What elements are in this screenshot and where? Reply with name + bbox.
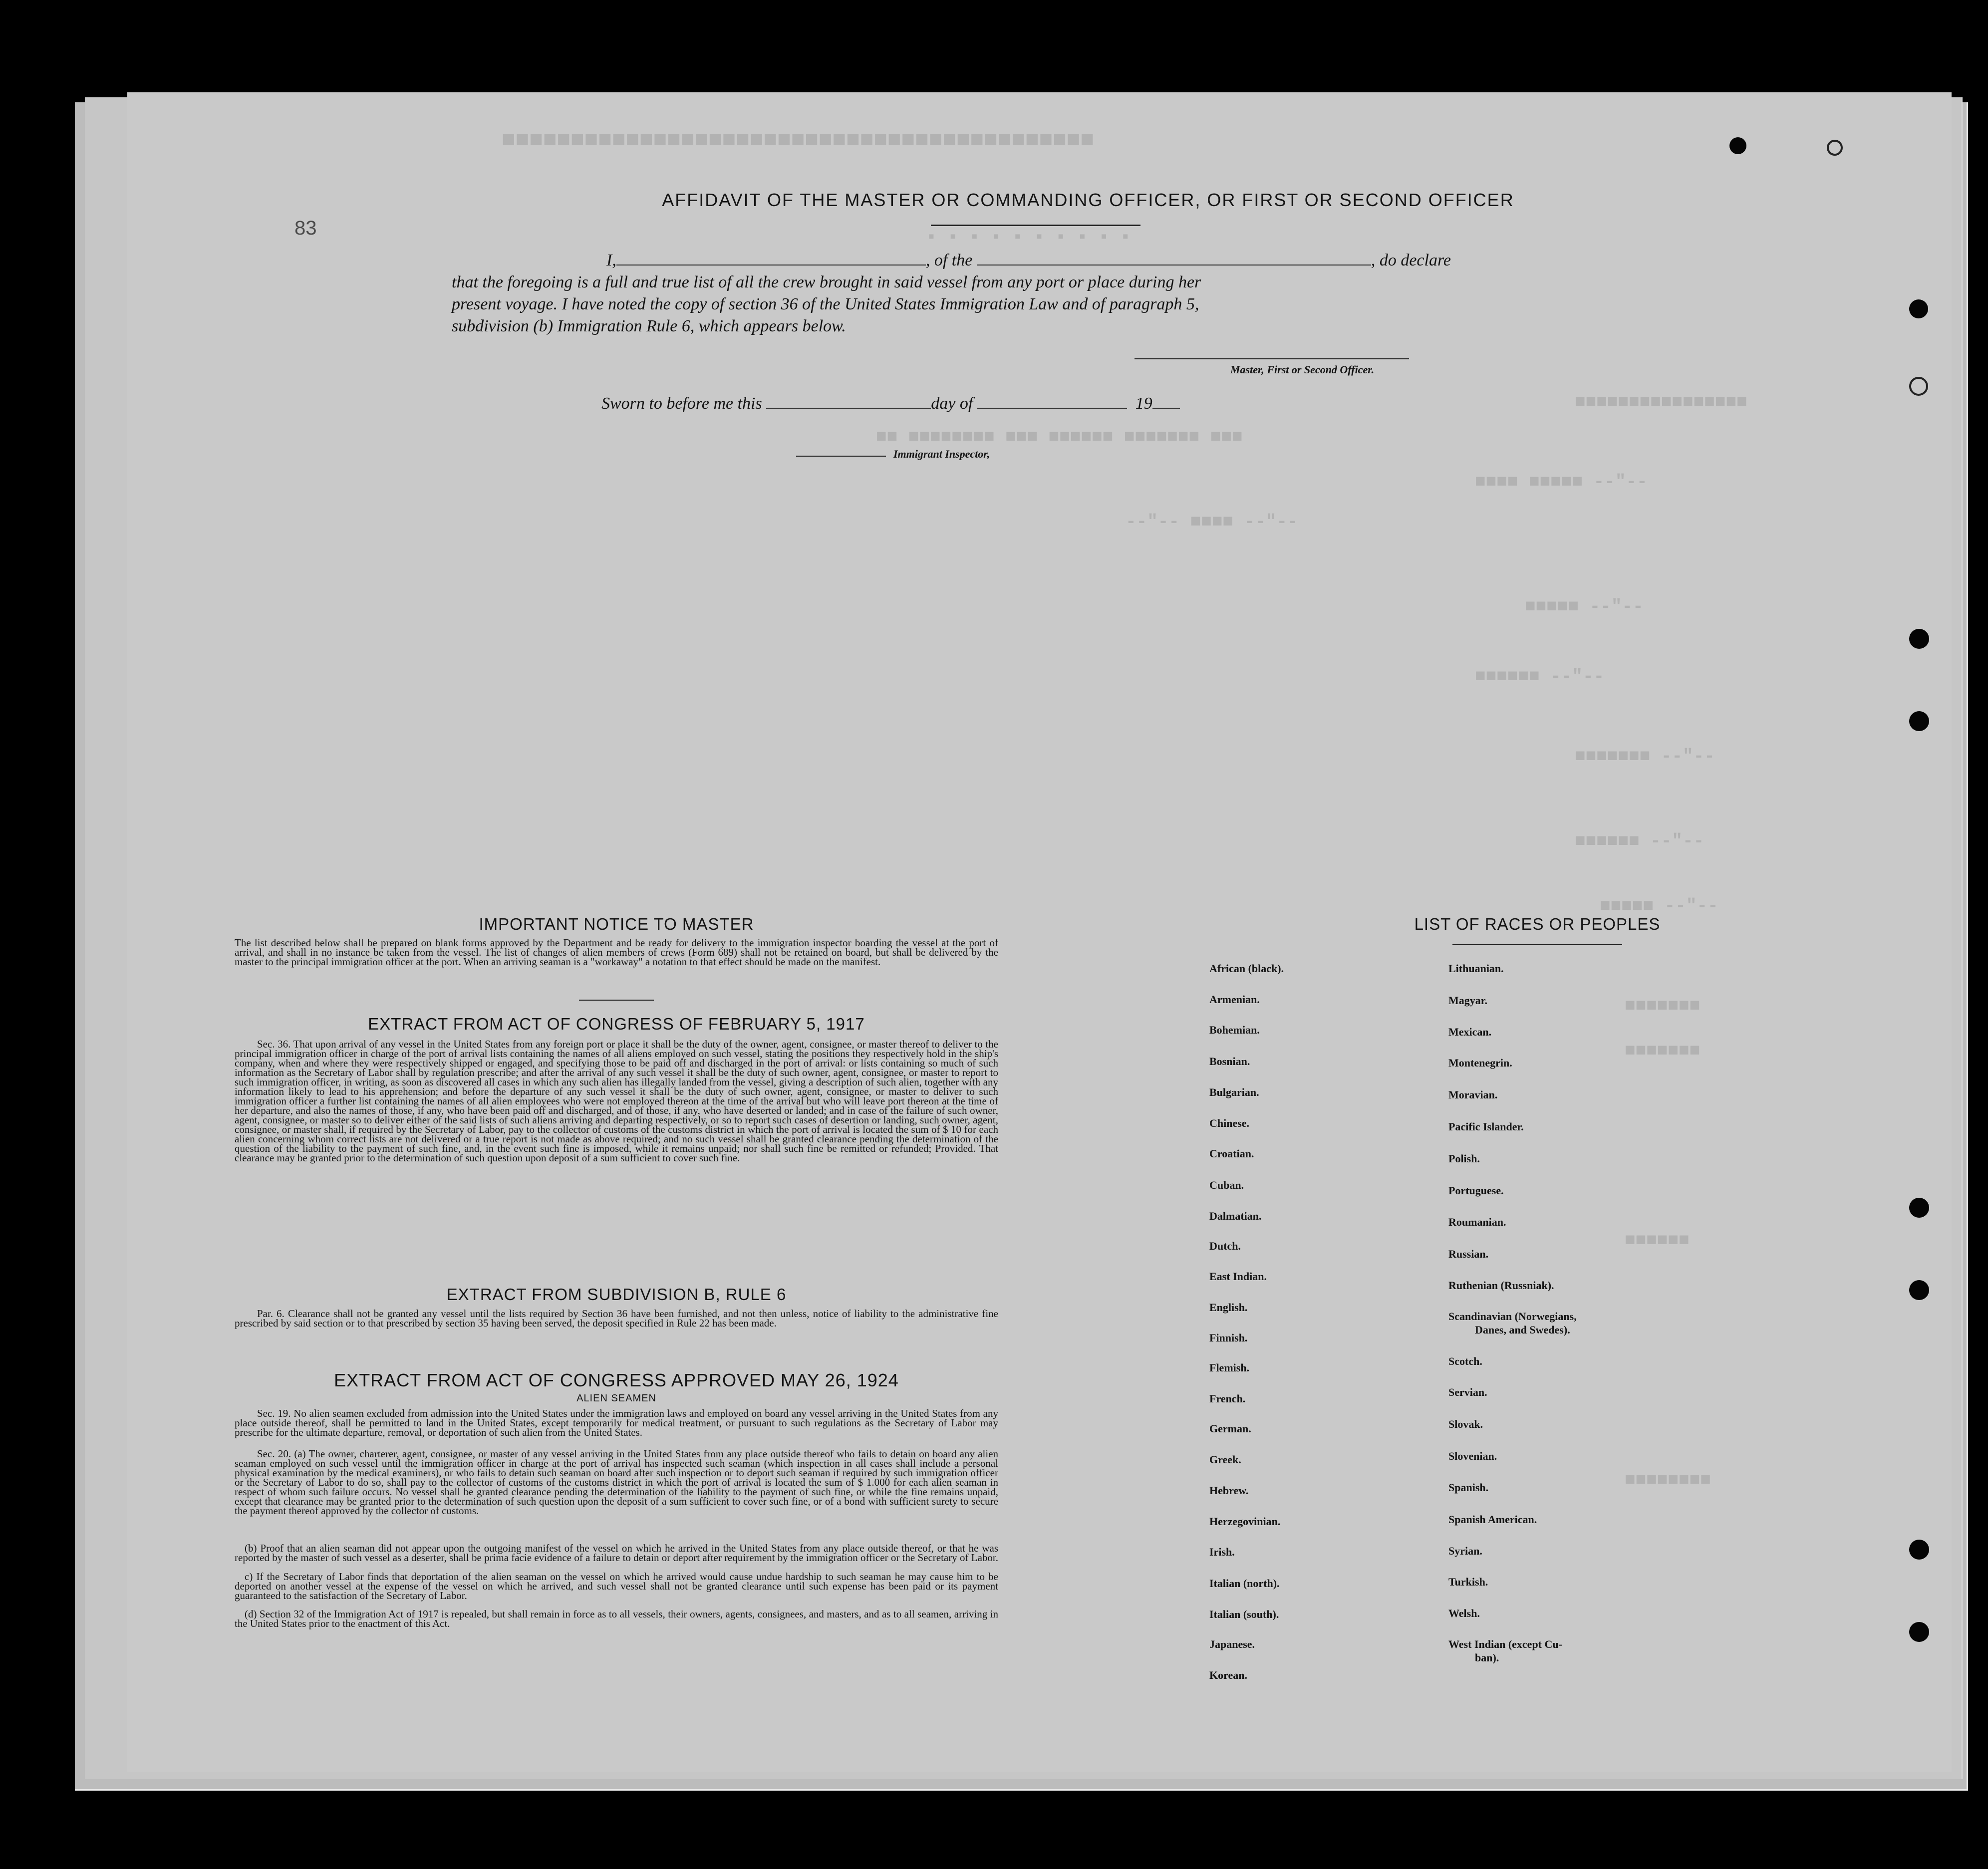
bleed-through-text: ▪ ▪ ▪ ▪ ▪ ▪ ▪ ▪ ▪ ▪	[926, 227, 1131, 248]
race-item: Servian.	[1448, 1386, 1487, 1398]
race-item: German.	[1209, 1422, 1251, 1435]
extract-rule6-heading: EXTRACT FROM SUBDIVISION B, RULE 6	[446, 1285, 787, 1304]
race-item: Danes, and Swedes).	[1475, 1324, 1570, 1336]
race-item: Hebrew.	[1209, 1484, 1249, 1497]
race-item: Welsh.	[1448, 1607, 1480, 1619]
race-item: Italian (south).	[1209, 1608, 1279, 1620]
section-rule	[579, 1000, 654, 1001]
title-underline	[931, 225, 1140, 226]
punch-hole	[1909, 1622, 1929, 1642]
bleed-through-text: ■■■■■■■ --"--	[1575, 746, 1715, 767]
decl-do-declare: , do declare	[1371, 251, 1451, 269]
races-heading: LIST OF RACES OR PEOPLES	[1414, 915, 1661, 933]
bleed-through-text: ■■■■■■ --"--	[1575, 831, 1704, 851]
race-item: Japanese.	[1209, 1638, 1255, 1650]
race-item: Spanish.	[1448, 1481, 1489, 1494]
race-item: Slovenian.	[1448, 1450, 1497, 1462]
race-item: Lithuanian.	[1448, 962, 1504, 975]
extract-rule6-body: Par. 6. Clearance shall not be granted any vessel until the lists required by Section 36 have been furnished, and not then unless, notice of liability to the administrative fine prescribed by said section or to that prescribed by section 35 having been served, the deposit specified in Rule 22 has been made.	[235, 1308, 998, 1329]
bleed-through-text: ■■■■■■■	[1625, 996, 1701, 1016]
bleed-through-text: ■■■■■ --"--	[1525, 596, 1644, 617]
name-blank	[616, 255, 926, 266]
sec20a-paragraph: Sec. 20. (a) The owner, charterer, agent, consignee, or master of any vessel arriving in the United States from any place outside thereof who fails to detain on board any alien seaman employed on such vessel until the immigration officer in charge at the port of arrival has inspected such seaman (which inspection in all cases shall include a personal physical examination by the medical examiners), or who fails to detain such seaman on board after such inspection or to deport such seaman if required by such immigration officer or the Secretary of Labor to do so, shall pay to the collector of customs of the customs district in which the port of arrival is located the sum of $ 1.000 for each alien seaman in respect of whom such failure occurs. No vessel shall be granted clearance pending the determination of the liability to the payment of such fine, or while the fine remains unpaid, except that clearance may be granted prior to the determination of such question upon the deposit of a sum sufficient to cover such fine, or of a bond with sufficient surety to secure the payment thereof approved by the collector of customs.	[235, 1448, 998, 1517]
extract-1917-body: Sec. 36. That upon arrival of any vessel in the United States from any foreign port or place it shall be the duty of the owner, agent, consignee, or master thereof to deliver to the principal immigration officer in charge of the port of arrival lists containing the names of all aliens employed on such vessel, stating the positions they respectively hold in the ship's company, when and where they were respectively shipped or engaged, and specifying those to be paid off and discharged in the port of arrival: or lists containing so much of such information as the Secretary of Labor shall by regulation prescribe; and after the arrival of any such vessel it shall be the duty of such owner, agent, consignee, or master to report to such immigration officer, in writing, as soon as discovered all cases in which any such alien has illegally landed from the vessel, giving a description of such alien, together with any information likely to lead to his apprehension; and before the departure of any such vessel it shall be the duty of such owner, agent, consignee, or master to deliver to such immigration officer a further list containing the names of all alien employees who were not employed thereon at the time of the arrival but who will leave port thereon at the time of her departure, and also the names of those, if any, who have been paid off and discharged, and of those, if any, who have deserted or landed; and in case of the failure of such owner, agent, consignee, or master so to deliver either of the said lists of such aliens arriving and departing respectively, or so to report such cases of desertion or landing, such owner, agent, consignee, or master shall, if required by the Secretary of Labor, pay to the collector of customs of the customs district in which the port of arrival is located the sum of $ 10 for each alien concerning whom correct lists are not delivered or a true report is not made as above required; and no such vessel shall be granted clearance pending the determination of the question of the liability to the payment of such fine, and, in the event such fine is imposed, while it remains unpaid; nor shall such fine be remitted or refunded; Provided. That clearance may be granted prior to the determination of such question upon deposit of a sum sufficient to cover such fine.	[235, 1038, 998, 1164]
decl-of-the: , of the	[925, 251, 973, 269]
race-item: Korean.	[1209, 1669, 1247, 1681]
race-item: French.	[1209, 1392, 1246, 1405]
sec19-paragraph: Sec. 19. No alien seamen excluded from admission into the United States under the immigration laws and employed on board any vessel arriving in the United States from any place outside thereof, shall be permitted to land in the United States, except temporarily for medical treatment, or pursuant to such regulations as the Secretary of Labor may prescribe for the ultimate departure, removal, or deportation of such alien from the United States.	[235, 1407, 998, 1438]
vessel-blank	[977, 255, 1371, 266]
year-blank	[1152, 398, 1180, 409]
race-item: African (black).	[1209, 962, 1284, 975]
race-item: Scotch.	[1448, 1355, 1482, 1367]
sec20d-paragraph: (d) Section 32 of the Immigration Act of 1917 is repealed, but shall remain in force as to all vessels, their owners, agents, consignees, and masters, and as to all seamen, arriving in the United States prior to the enactment of this Act.	[235, 1608, 998, 1629]
month-blank	[977, 398, 1127, 409]
signature-line	[1135, 358, 1409, 359]
race-item: Portuguese.	[1448, 1184, 1504, 1197]
race-item: Herzegovinian.	[1209, 1515, 1281, 1528]
race-item: Italian (north).	[1209, 1577, 1280, 1590]
race-item: English.	[1209, 1301, 1248, 1314]
race-item: Ruthenian (Russniak).	[1448, 1279, 1554, 1292]
race-item: Polish.	[1448, 1152, 1480, 1165]
race-item: East Indian.	[1209, 1270, 1267, 1283]
race-item: Mexican.	[1448, 1026, 1492, 1038]
alien-seamen-subheading: ALIEN SEAMEN	[576, 1393, 656, 1404]
sworn-text: Sworn to before me this	[601, 394, 762, 413]
year-prefix: 19	[1135, 394, 1152, 413]
race-item: Finnish.	[1209, 1332, 1248, 1344]
extract-1917-heading: EXTRACT FROM ACT OF CONGRESS OF FEBRUARY 5, 1917	[368, 1015, 865, 1033]
declaration-line-4: subdivision (b) Immigration Rule 6, which appears below.	[452, 317, 846, 335]
master-signature-label: Master, First or Second Officer.	[1230, 363, 1375, 376]
punch-hole	[1909, 1280, 1929, 1300]
race-item: Chinese.	[1209, 1117, 1250, 1129]
race-item: ban).	[1475, 1651, 1499, 1664]
sec20b-paragraph: (b) Proof that an alien seaman did not appear upon the outgoing manifest of the vessel on which he arrived in the United States from any place outside thereof, or that he was reported by the master of such vessel as a deserter, shall be prima facie evidence of a failure to detain or deport after requirement by the immigration officer or the Secretary of Labor.	[235, 1542, 998, 1564]
punch-hole	[1827, 140, 1843, 156]
bleed-through-text: ■■■■■■■	[1625, 1041, 1701, 1061]
race-item: Bosnian.	[1209, 1055, 1250, 1068]
form-page	[127, 92, 1952, 1772]
race-item: Croatian.	[1209, 1147, 1254, 1160]
race-item: Slovak.	[1448, 1418, 1483, 1430]
race-item: Russian.	[1448, 1248, 1489, 1260]
race-item: Bulgarian.	[1209, 1086, 1259, 1098]
margin-number: 83	[294, 217, 317, 239]
declaration-line-1	[472, 251, 1451, 270]
race-item: Syrian.	[1448, 1545, 1482, 1557]
race-item: Moravian.	[1448, 1088, 1498, 1101]
declaration-line-2: that the foregoing is a full and true list of all the crew brought in said vessel from any port or place during her	[452, 273, 1201, 291]
race-item: Montenegrin.	[1448, 1057, 1512, 1069]
bleed-through-text: ■■■■■■	[1625, 1230, 1690, 1251]
punch-hole	[1729, 137, 1746, 154]
bleed-through-text: ■■ ■■■■■■■■ ■■■ ■■■■■■ ■■■■■■■ ■■■	[876, 427, 1243, 447]
bleed-through-text: --"-- ■■■■ --"--	[1126, 512, 1298, 532]
affidavit-title: AFFIDAVIT OF THE MASTER OR COMMANDING OFFICER, OR FIRST OR SECOND OFFICER	[662, 190, 1514, 210]
race-item: Cuban.	[1209, 1179, 1244, 1191]
race-item: Flemish.	[1209, 1361, 1250, 1374]
punch-hole	[1909, 629, 1929, 649]
day-of-text: day of	[931, 394, 973, 413]
day-blank	[766, 398, 931, 409]
bleed-through-text: ■■■■■■ --"--	[1475, 666, 1605, 687]
bleed-through-text: ■■■■■■■■	[1625, 1470, 1711, 1490]
punch-hole	[1909, 1540, 1929, 1560]
sworn-line	[601, 394, 1180, 413]
race-item: Armenian.	[1209, 993, 1260, 1006]
bleed-through-text: ■■■■■■■■■■■■■■■■	[1575, 392, 1747, 412]
decl-i: I,	[606, 251, 616, 269]
race-item: Dutch.	[1209, 1240, 1241, 1252]
punch-hole	[1909, 711, 1929, 731]
punch-hole	[1909, 1198, 1929, 1218]
race-item: Magyar.	[1448, 994, 1488, 1007]
declaration-line-3: present voyage. I have noted the copy of section 36 of the United States Immigration Law and of paragraph 5,	[452, 295, 1199, 313]
extract-1924-heading: EXTRACT FROM ACT OF CONGRESS APPROVED MAY 26, 1924	[334, 1370, 899, 1390]
race-item: Bohemian.	[1209, 1024, 1260, 1036]
bleed-through-text: ■■■■ ■■■■■ --"--	[1475, 472, 1648, 492]
race-item: West Indian (except Cu-	[1448, 1638, 1562, 1650]
sec20c-paragraph: c) If the Secretary of Labor finds that deportation of the alien seaman on the vessel on which he arrived would cause undue hardship to such seaman he may cause him to be deported on another vessel at the expense of the vessel on which he arrived, and such vessel shall not be granted clearance until such expense has been paid or its payment guaranteed to the satisfaction of the Secretary of Labor.	[235, 1571, 998, 1602]
punch-hole	[1909, 377, 1928, 396]
bleed-through-text: ■■■■■ --"--	[1600, 896, 1718, 916]
inspector-label: Immigrant Inspector,	[893, 448, 990, 460]
race-item: Scandinavian (Norwegians,	[1448, 1310, 1577, 1323]
races-heading-underline	[1452, 944, 1622, 945]
notice-body: The list described below shall be prepared on blank forms approved by the Department and be ready for delivery to the immigration inspector boarding the vessel at the port of arrival, and shall in no instance be taken from the vessel. The list of changes of alien members of crews (Form 689) shall not be retained on board, but shall be delivered by the master to the principal immigration officer at the port. When an arriving seaman is a "workaway" a notation to that effect should be made on the manifest.	[235, 937, 998, 968]
notice-heading: IMPORTANT NOTICE TO MASTER	[479, 915, 754, 933]
race-item: Roumanian.	[1448, 1216, 1506, 1228]
bleed-through-text: ■■■■■■■■■■■■■■■■■■■■■■■■■■■■■■■■■■■■■■■■■■■	[502, 127, 1094, 153]
race-item: Dalmatian.	[1209, 1210, 1262, 1222]
race-item: Turkish.	[1448, 1576, 1488, 1588]
punch-hole	[1909, 299, 1928, 318]
race-item: Greek.	[1209, 1453, 1241, 1466]
inspector-line	[796, 456, 886, 457]
race-item: Spanish American.	[1448, 1513, 1537, 1526]
race-item: Irish.	[1209, 1546, 1235, 1558]
race-item: Pacific Islander.	[1448, 1120, 1524, 1133]
